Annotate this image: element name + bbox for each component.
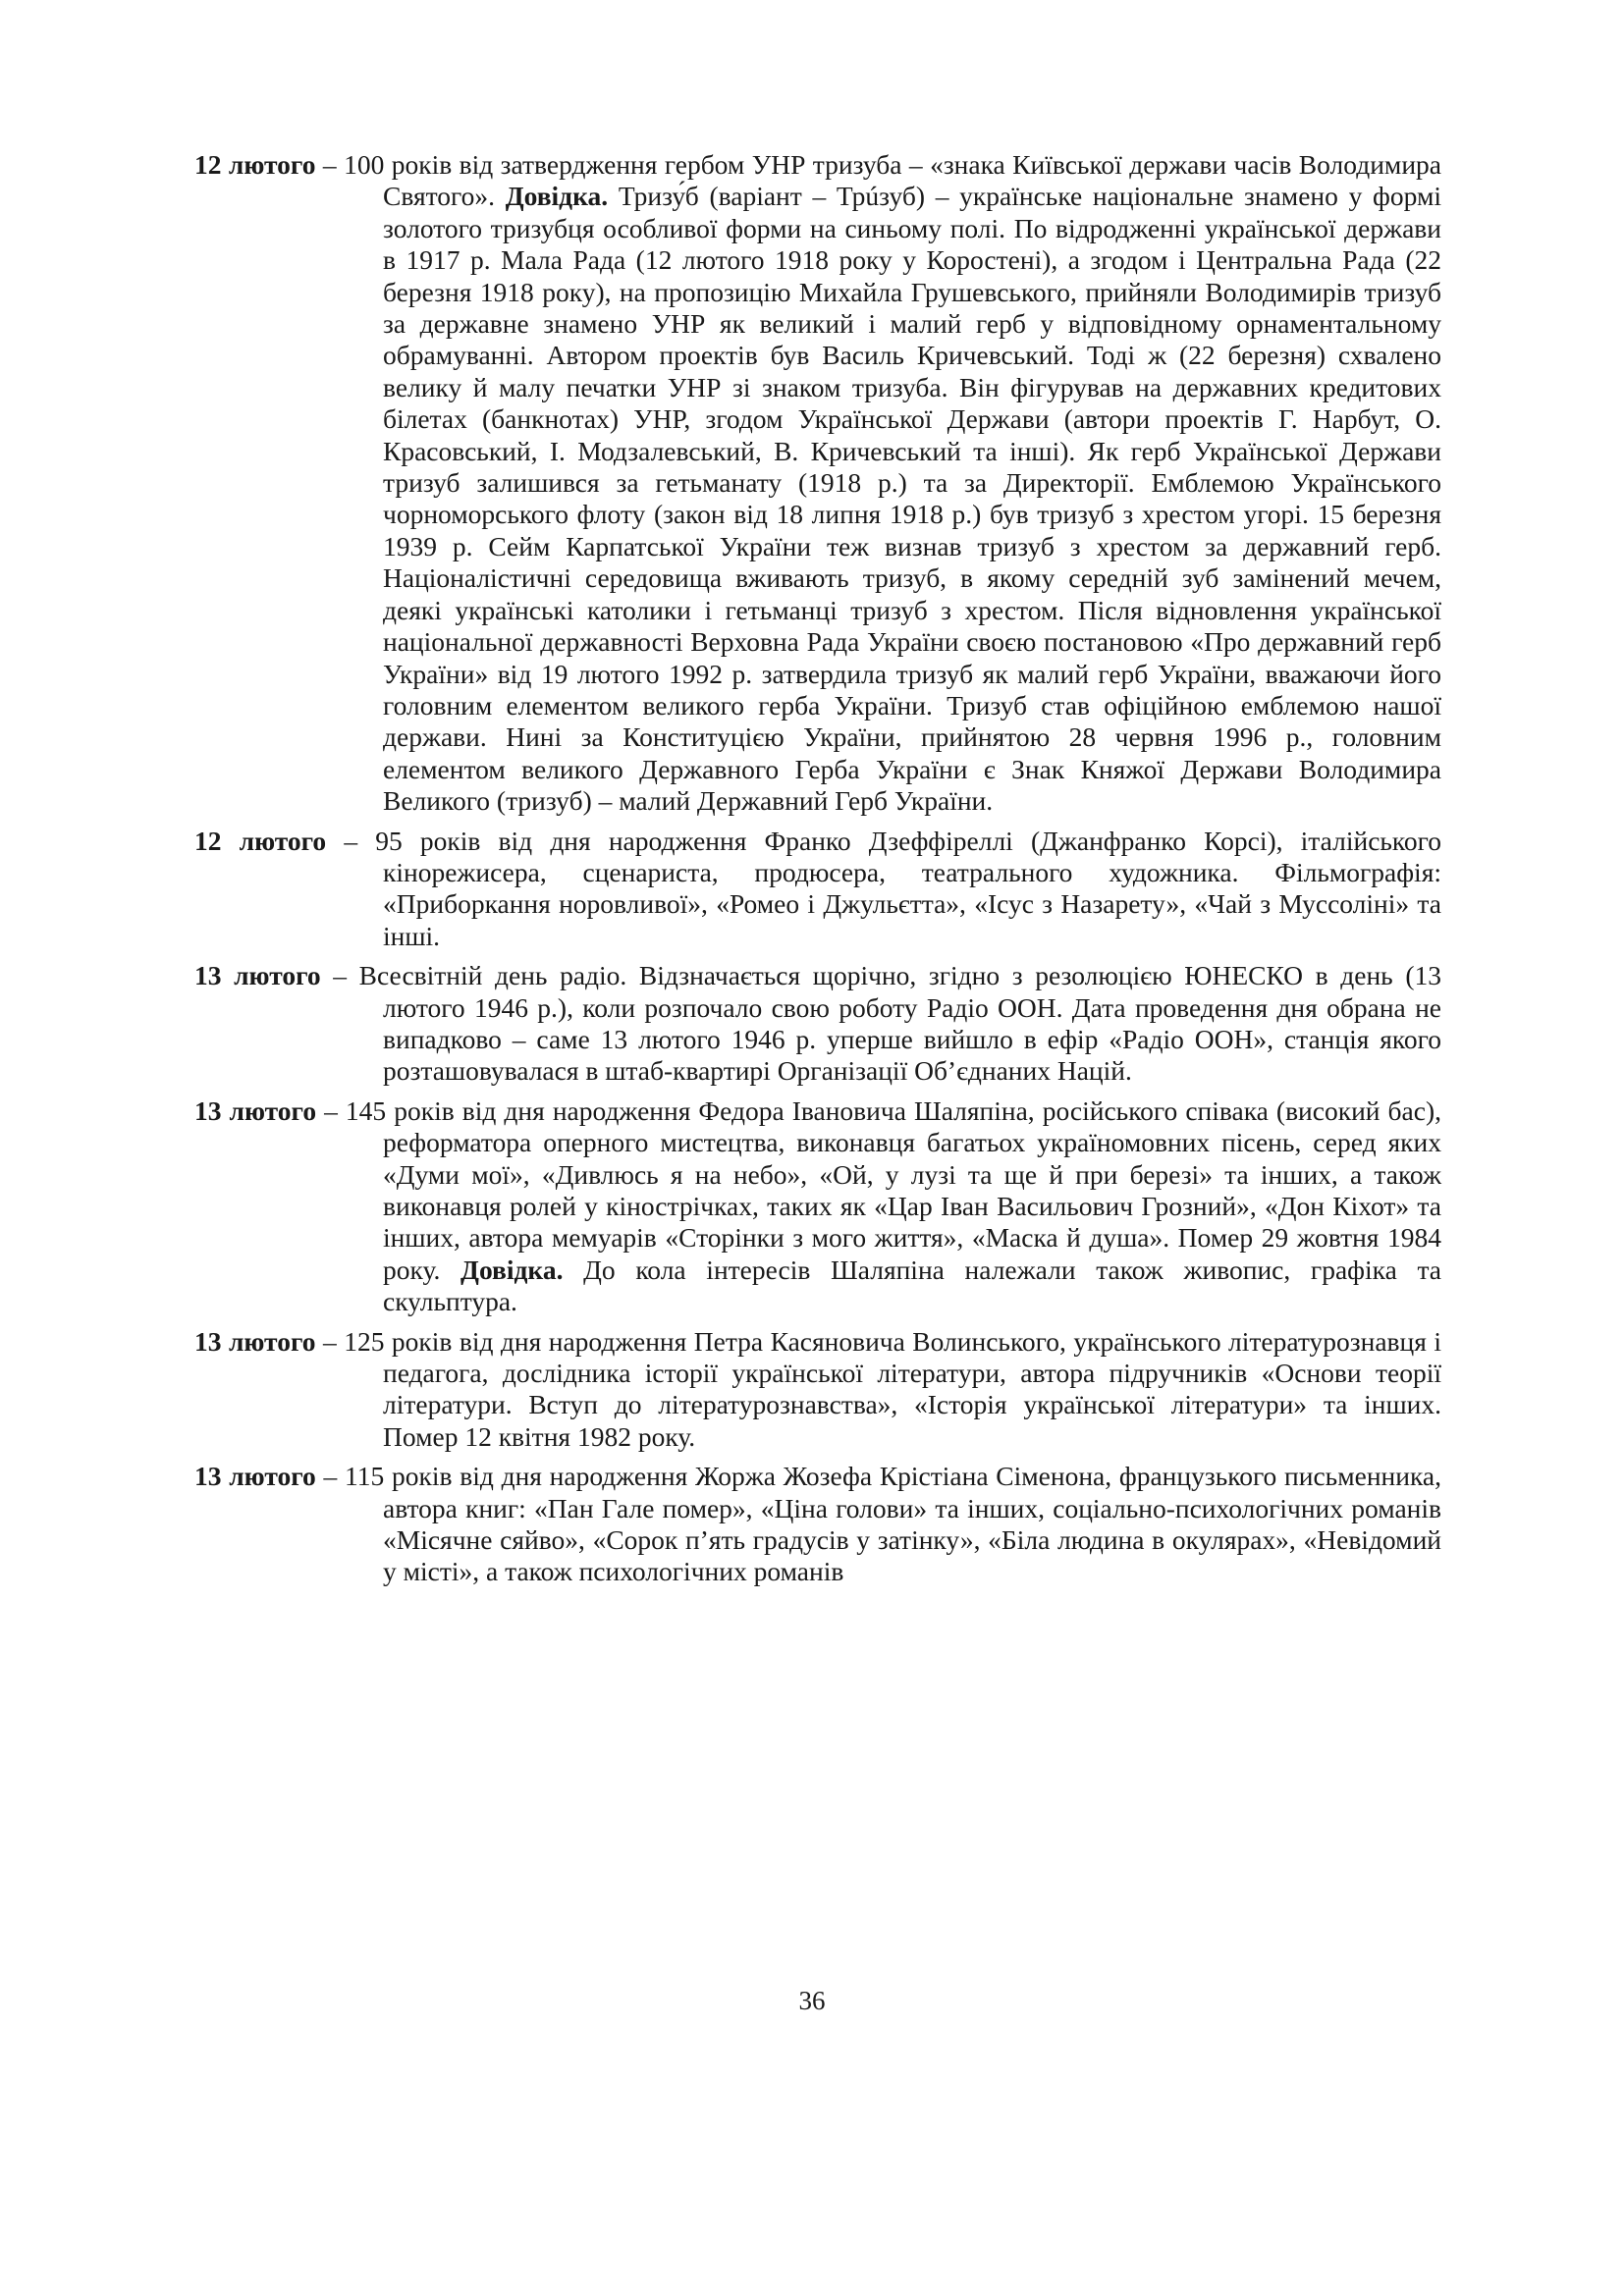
- entry-date: 13 лютого: [194, 1461, 316, 1492]
- calendar-entry: [194, 826, 1441, 953]
- page-number: 36: [798, 1986, 826, 2015]
- entry-note-text: До кола інтересів Шаляпіна належали також живопис, графіка та скульптура.: [383, 1254, 1442, 1317]
- entry-dash: –: [316, 1095, 346, 1126]
- calendar-entry: [194, 1461, 1441, 1588]
- entry-dash: –: [315, 1325, 345, 1357]
- calendar-entry: [194, 960, 1441, 1088]
- entry-text: 145 років від дня народження Федора Івановича Шаляпіна, російського співака (високий бас), реформатора оперного мистецтва, виконавця багатьох україномовних пісень, серед яких «Думи мої», «Дивлюсь я на небо», «Ой, у лузі та ще й при березі» та інших, а також виконавця ролей у кінострічках, таких як «Цар Іван Васильович Грозний», «Дон Кіхот» та інших, автора мемуарів «Сторінки з мого життя», «Маска й душа». Помер 29 жовтня 1984 року.: [345, 1095, 1441, 1285]
- entry-note-label: Довідка.: [505, 181, 609, 212]
- entry-text: 125 років від дня народження Петра Касяновича Волинського, українського літературознавця і педагога, дослідника історії української літератури, автора підручників «Основи теорії літератури. Вступ до літературознавства», «Історія української літератури» та інших. Помер 12 квітня 1982 року.: [344, 1325, 1442, 1452]
- entry-text: 100 років від затвердження гербом УНР тризуба – «знака Київської держави часів Володимира Святого».: [344, 149, 1441, 212]
- entry-date: 12 лютого: [194, 149, 316, 180]
- entry-dash: –: [315, 1461, 346, 1492]
- entry-note-text: Тризу́б (варіант – Трúзуб) – українське національне знамено у формі золотого тризубця особливої форми на синьому полі. По відродженні української держави в 1917 р. Мала Рада (12 лютого 1918 року у Коростені), а згодом і Центральна Рада (22 березня 1918 року), на пропозицію Михайла Грушевського, прийняли Володимирів тризуб за державне знамено УНР як великий і малий герб у відповідному орнаментальному обрамуванні. Автором проектів був Василь Кричевський. Тоді ж (22 березня) схвалено велику й малу печатки УНР зі знаком тризуба. Він фігурував на державних кредитових білетах (банкнотах) УНР, згодом Української Держави (автори проектів Г. Нарбут, О. Красовський, І. Модзалевський, В. Кричевський та інші). Як герб Української Держави тризуб залишився за гетьманату (1918 р.) та за Директорії. Емблемою Українського чорноморського флоту (закон від 18 липня 1918 р.) був тризуб з хрестом угорі. 15 березня 1939 р. Сейм Карпатської України теж визнав тризуб з хрестом за державний герб. Націоналістичні середовища вживають тризуб, в якому середній зуб замінений мечем, деякі українські католики і гетьманці тризуб з хрестом. Після відновлення української національної державності Верховна Рада України своєю постановою «Про державний герб України» від 19 лютого 1992 р. затвердила тризуб як малий герб України, вважаючи його головним елементом великого герба України. Тризуб став офіційною емблемою нашої держави. Нині за Конституцією України, прийнятою 28 червня 1996 р., головним елементом великого Державного Герба України є Знак Княжої Держави Володимира Великого (тризуб) – малий Державний Герб України.: [383, 181, 1441, 817]
- document-page: [194, 149, 1441, 1596]
- calendar-entry: [194, 1095, 1441, 1318]
- entry-dash: –: [320, 960, 359, 991]
- calendar-entry: [194, 1326, 1441, 1454]
- entry-date: 12 лютого: [194, 825, 327, 856]
- entry-dash: –: [315, 149, 345, 180]
- entry-text: Всесвітній день радіо. Відзначається щорічно, згідно з резолюцією ЮНЕСКО в день (13 лютого 1946 р.), коли розпочало свою роботу Радіо ООН. Дата проведення дня обрана не випадково – саме 13 лютого 1946 р. уперше вийшло в ефір «Радіо ООН», станція якого розташовувалася в штаб-квартирі Організації Об’єднаних Націй.: [358, 960, 1441, 1087]
- entry-text: 95 років від дня народження Франко Дзеффіреллі (Джанфранко Корсі), італійського кінорежисера, сценариста, продюсера, театрального художника. Фільмографія: «Приборкання норовливої», «Ромео і Джульєтта», «Ісус з Назарету», «Чай з Муссоліні» та інші.: [375, 825, 1441, 951]
- entry-note-label: Довідка.: [460, 1254, 564, 1285]
- entry-date: 13 лютого: [194, 960, 321, 991]
- entry-date: 13 лютого: [194, 1095, 317, 1126]
- entry-dash: –: [326, 825, 376, 856]
- entry-text: 115 років від дня народження Жоржа Жозефа Крістіана Сіменона, французького письменника, автора книг: «Пан Гале помер», «Ціна голови» та інших, соціально-психологічних романів «Місячне сяйво», «Сорок п’ять градусів у затінку», «Біла людина в окулярах», «Невідомий у місті», а також психологічних романів: [345, 1461, 1442, 1587]
- entry-date: 13 лютого: [194, 1325, 316, 1357]
- calendar-entry: [194, 149, 1441, 818]
